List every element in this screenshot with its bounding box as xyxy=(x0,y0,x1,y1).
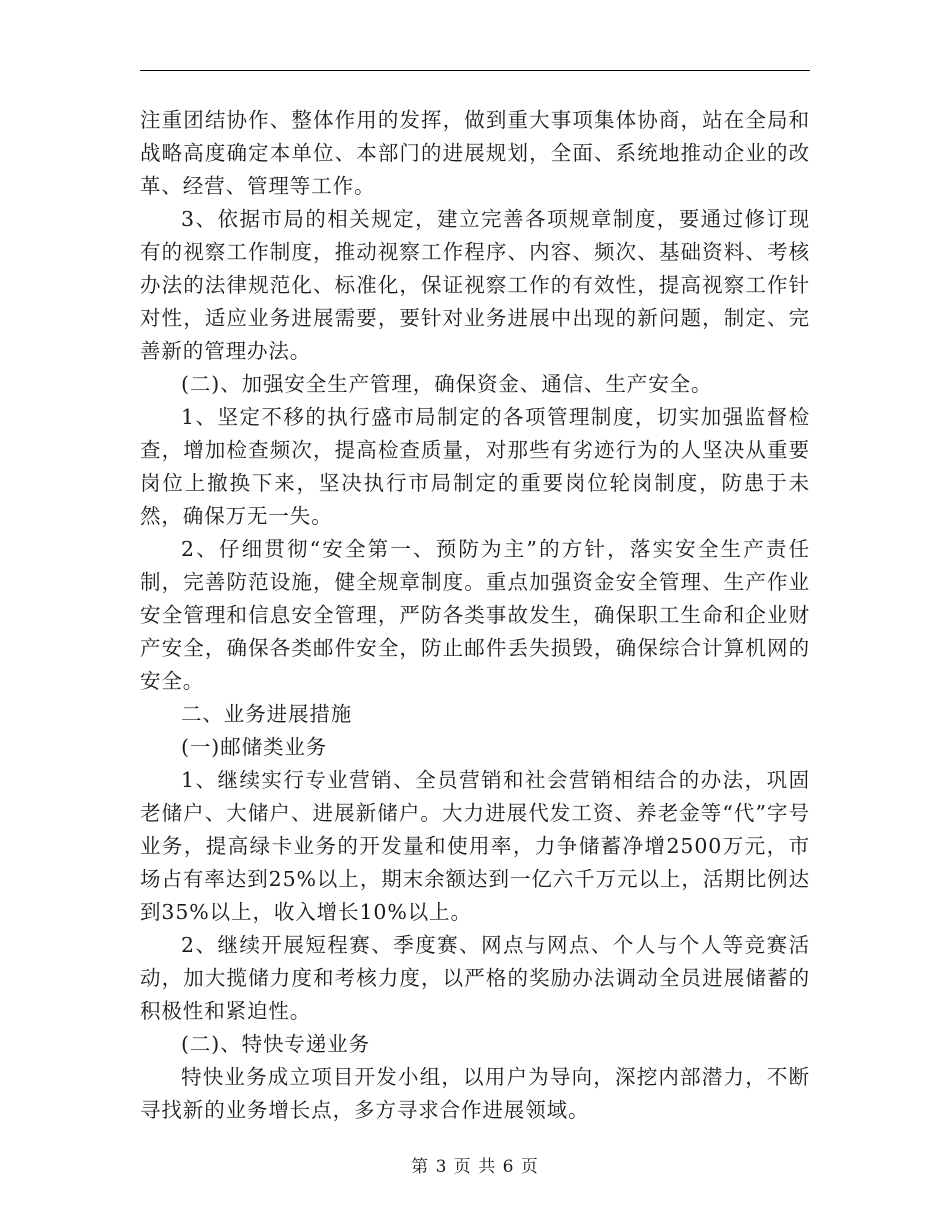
subsection-heading: (二)、特快专递业务 xyxy=(181,1032,370,1056)
paragraph: 1、继续实行专业营销、全员营销和社会营销相结合的办法，巩固老储户、大储户、进展新储户。大力进展代发工资、养老金等“代”字号业务，提高绿卡业务的开发量和使用率，力争储蓄净增2500万元，市场占有率达到25%以上，期末余额达到一亿六千万元以上，活期比例达到35%以上，收入增长10%以上。 xyxy=(140,768,810,924)
subsection-heading: (一)邮储类业务 xyxy=(181,735,328,759)
paragraph: 2、继续开展短程赛、季度赛、网点与网点、个人与个人等竞赛活动，加大揽储力度和考核力度，以严格的奖励办法调动全员进展储蓄的积极性和紧迫性。 xyxy=(140,933,810,1023)
document-body xyxy=(140,104,810,1127)
paragraph: 注重团结协作、整体作用的发挥，做到重大事项集体协商，站在全局和战略高度确定本单位、本部门的进展规划，全面、系统地推动企业的改革、经营、管理等工作。 xyxy=(140,108,810,198)
page-number: 第 3 页 共 6 页 xyxy=(411,1157,539,1177)
paragraph: 3、依据市局的相关规定，建立完善各项规章制度，要通过修订现有的视察工作制度，推动视察工作程序、内容、频次、基础资料、考核办法的法律规范化、标准化，保证视察工作的有效性，提高视察工作针对性，适应业务进展需要，要针对业务进展中出现的新问题，制定、完善新的管理办法。 xyxy=(140,207,810,363)
section-heading: 二、业务进展措施 xyxy=(181,702,353,726)
paragraph: 2、仔细贯彻“安全第一、预防为主”的方针，落实安全生产责任制，完善防范设施，健全规章制度。重点加强资金安全管理、生产作业安全管理和信息安全管理，严防各类事故发生，确保职工生命和企业财产安全，确保各类邮件安全，防止邮件丢失损毁，确保综合计算机网的安全。 xyxy=(140,537,810,693)
paragraph: 1、坚定不移的执行盛市局制定的各项管理制度，切实加强监督检查，增加检查频次，提高检查质量，对那些有劣迹行为的人坚决从重要岗位上撤换下来，坚决执行市局制定的重要岗位轮岗制度，防患于未然，确保万无一失。 xyxy=(140,405,810,528)
header-rule xyxy=(140,70,810,71)
section-heading: (二)、加强安全生产管理，确保资金、通信、生产安全。 xyxy=(181,372,713,396)
paragraph: 特快业务成立项目开发小组，以用户为导向，深挖内部潜力，不断寻找新的业务增长点，多方寻求合作进展领域。 xyxy=(140,1065,810,1122)
